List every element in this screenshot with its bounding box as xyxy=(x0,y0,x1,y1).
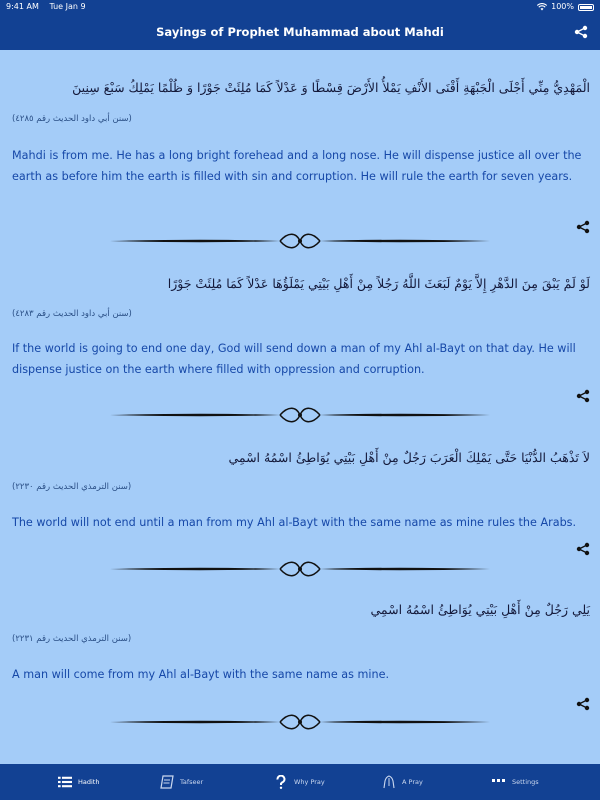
tab-tafseer[interactable] xyxy=(160,764,203,800)
book-icon xyxy=(160,775,174,789)
hands-icon xyxy=(382,775,396,789)
hadith-arabic-text: يَلِي رَجُلٌ مِنْ أَهْلِ بَيْتِي يُوَاطِئُ اسْمُهُ اسْمِي xyxy=(370,602,590,617)
status-bar xyxy=(0,0,600,14)
hadith-reference: (سنن أبي داود الحديث رقم ٤٢٨٥) xyxy=(12,114,132,124)
ornamental-divider xyxy=(110,559,490,579)
hadith-list[interactable] xyxy=(0,50,600,764)
dots-icon xyxy=(492,775,506,789)
status-date: Tue Jan 9 xyxy=(49,2,86,11)
status-left xyxy=(6,0,94,14)
battery-icon xyxy=(578,4,594,11)
tab-why-pray[interactable] xyxy=(274,764,325,800)
hadith-reference: (سنن الترمذي الحديث رقم ٢٢٣١) xyxy=(12,634,132,644)
tab-settings[interactable] xyxy=(492,764,539,800)
ornamental-divider xyxy=(110,712,490,732)
tab-label: Tafseer xyxy=(180,778,204,786)
tab-label: Hadith xyxy=(78,778,100,786)
hadith-arabic-text: لَوْ لَمْ يَبْقَ مِنَ الدَّهْرِ إِلاَّ يَوْمٌ لَبَعَثَ اللَّهُ رَجُلاً مِنْ أَهْلِ بَيْتِي يَمْلَؤُهَا عَدْلاً كَمَا مُلِئَتْ جَوْرًا xyxy=(167,276,590,291)
share-icon[interactable] xyxy=(576,389,590,403)
hadith-english-text: If the world is going to end one day, God will send down a man of my Ahl al-Bayt on that day. He will dispense justice on the earth where filled with oppression and corruption. xyxy=(12,342,576,376)
question-icon xyxy=(274,775,288,789)
hadith-english-text: A man will come from my Ahl al-Bayt with the same name as mine. xyxy=(12,668,390,681)
hadith-arabic-text: الْمَهْدِيُّ مِنِّي أَجْلَى الْجَبْهَةِ أَقْنَى الأَنْفِ يَمْلأُ الأَرْضَ قِسْطًا وَ عَدْلاً كَمَا مُلِئَتْ جَوْرًا وَ ظُلْمًا يَمْلِكُ سَبْعَ سِنِينَ xyxy=(72,80,590,95)
battery-percent: 100% xyxy=(551,2,574,11)
ornamental-divider xyxy=(110,231,490,251)
ornamental-divider xyxy=(110,405,490,425)
tab-bar xyxy=(0,764,600,800)
share-icon[interactable] xyxy=(576,542,590,556)
navigation-bar xyxy=(0,14,600,50)
hadith-english-text: The world will not end until a man from my Ahl al-Bayt with the same name as mine rules the Arabs. xyxy=(12,516,577,529)
hadith-arabic-text: لاَ تَذْهَبُ الدُّنْيَا حَتَّى يَمْلِكَ الْعَرَبَ رَجُلٌ مِنْ أَهْلِ بَيْتِي يُوَاطِئُ اسْمُهُ اسْمِي xyxy=(228,450,590,465)
share-icon[interactable] xyxy=(574,25,588,39)
share-icon[interactable] xyxy=(576,220,590,234)
tab-a-pray[interactable] xyxy=(382,764,423,800)
wifi-icon xyxy=(537,3,547,11)
status-time: 9:41 AM xyxy=(6,2,39,11)
list-icon xyxy=(58,775,72,789)
tab-label: A Pray xyxy=(402,778,423,786)
hadith-reference: (سنن الترمذي الحديث رقم ٢٢٣٠) xyxy=(12,482,132,492)
page-title: Sayings of Prophet Muhammad about Mahdi xyxy=(156,25,444,39)
tab-label: Why Pray xyxy=(294,778,325,786)
tab-hadith[interactable] xyxy=(58,764,99,800)
hadith-english-text: Mahdi is from me. He has a long bright forehead and a long nose. He will dispense justice all over the earth as before him the earth is filled with sin and corruption. He will rule the earth for seven years. xyxy=(12,149,582,183)
status-right xyxy=(537,0,594,14)
hadith-reference: (سنن أبي داود الحديث رقم ٤٢٨٣) xyxy=(12,309,132,319)
share-icon[interactable] xyxy=(576,697,590,711)
tab-label: Settings xyxy=(512,778,539,786)
